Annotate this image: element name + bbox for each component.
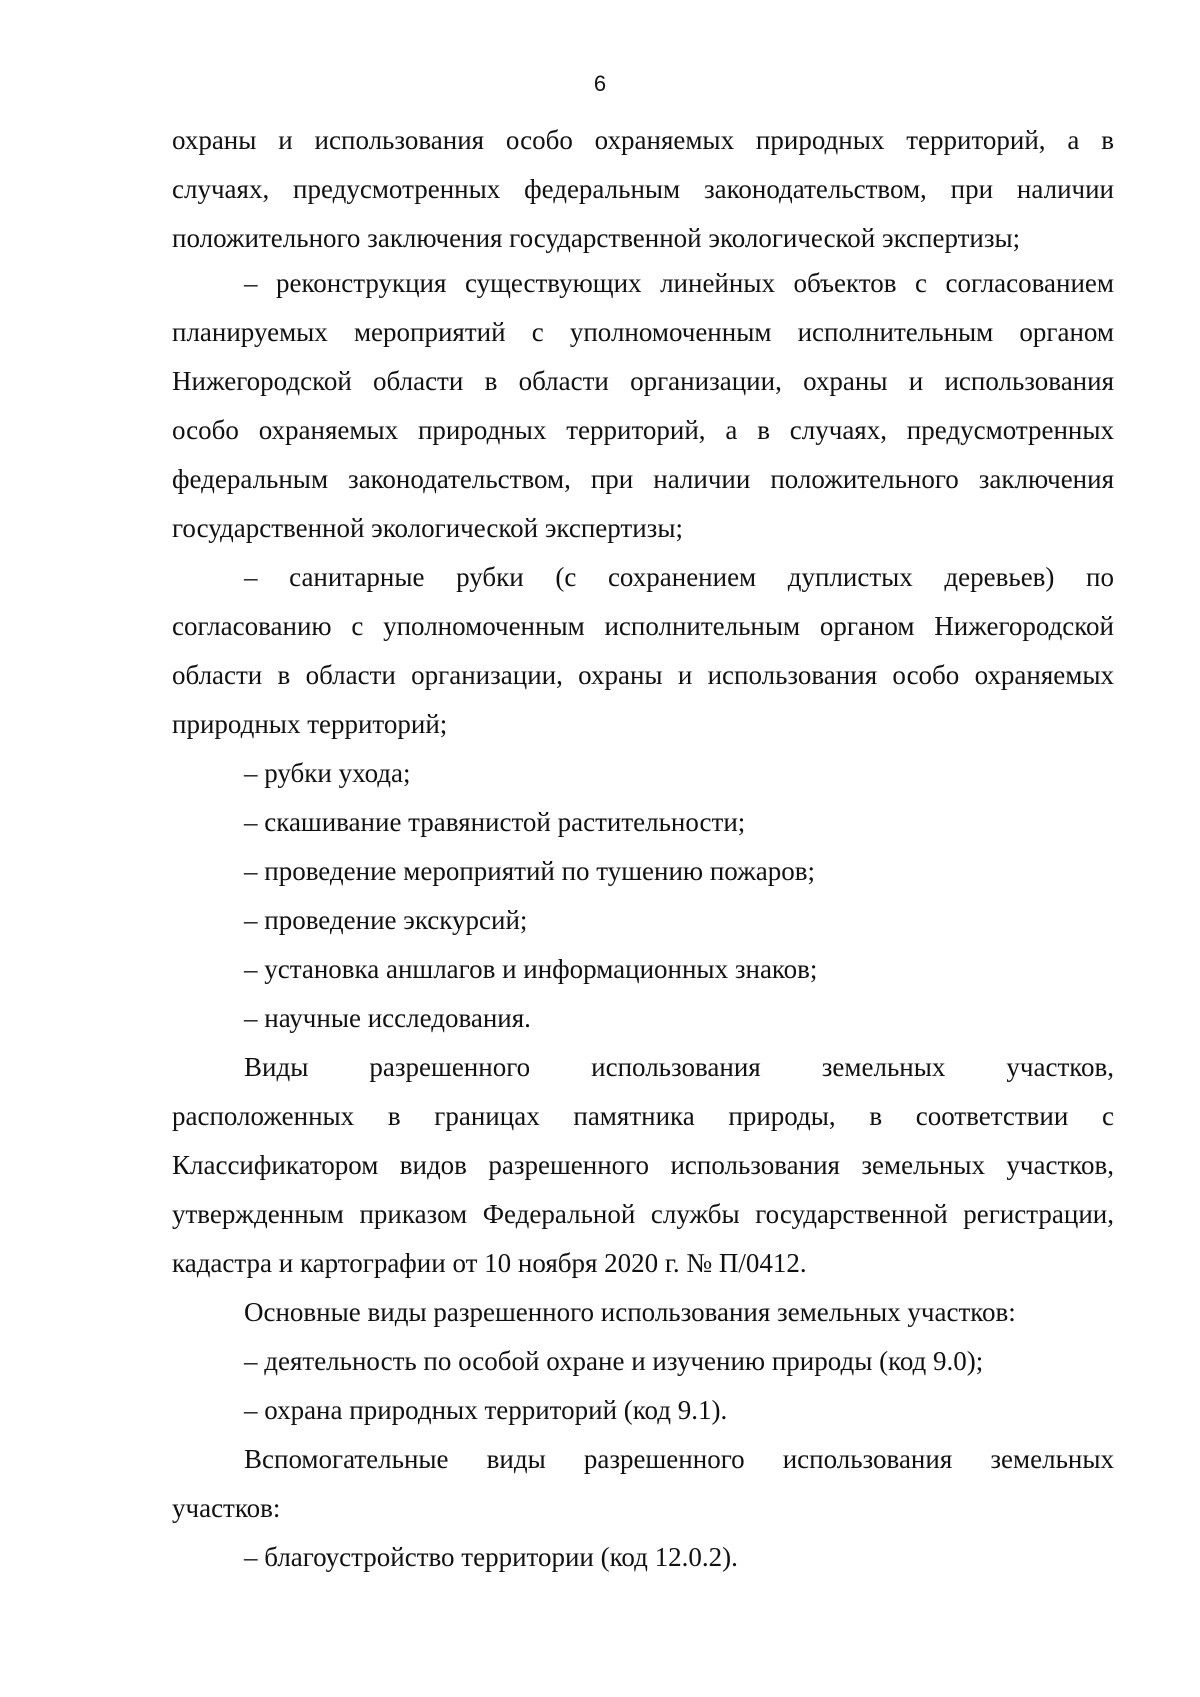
paragraph-line: области в области организации, охраны и использования особо охраняемых [172, 660, 1114, 690]
section-heading: Основные виды разрешенного использования земельных участков: [244, 1297, 1016, 1327]
paragraph-line: положительного заключения государственной экологической экспертизы; [172, 223, 1021, 253]
page-number: 6 [593, 71, 607, 96]
paragraph-line: Классификатором видов разрешенного использования земельных участков, [172, 1150, 1114, 1180]
paragraph-line: особо охраняемых природных территорий, а в случаях, предусмотренных [172, 415, 1114, 445]
paragraph-line: Виды разрешенного использования земельных участков, [244, 1052, 1114, 1082]
paragraph-line: расположенных в границах памятника природы, в соответствии с [172, 1101, 1114, 1131]
paragraph-line: федеральным законодательством, при наличии положительного заключения [172, 464, 1114, 494]
list-item: – установка аншлагов и информационных знаков; [244, 954, 818, 984]
paragraph-line: природных территорий; [172, 709, 448, 739]
list-item: – охрана природных территорий (код 9.1). [244, 1395, 728, 1425]
list-item: – научные исследования. [244, 1003, 531, 1033]
paragraph-line: Нижегородской области в области организации, охраны и использования [172, 366, 1114, 396]
list-item: – проведение мероприятий по тушению пожаров; [244, 856, 816, 886]
paragraph-line: – санитарные рубки (с сохранением дуплистых деревьев) по [244, 562, 1114, 592]
paragraph-line: охраны и использования особо охраняемых природных территорий, а в [172, 125, 1114, 155]
list-item: – благоустройство территории (код 12.0.2). [244, 1542, 738, 1572]
paragraph-line: кадастра и картографии от 10 ноября 2020 г. № П/0412. [172, 1248, 807, 1278]
paragraph-line: утвержденным приказом Федеральной службы государственной регистрации, [172, 1199, 1114, 1229]
paragraph-line: планируемых мероприятий с уполномоченным исполнительным органом [172, 317, 1114, 347]
paragraph-line: участков: [172, 1493, 281, 1523]
paragraph-line: Вспомогательные виды разрешенного использования земельных [244, 1444, 1114, 1474]
list-item: – рубки ухода; [244, 758, 411, 788]
paragraph-line: случаях, предусмотренных федеральным законодательством, при наличии [172, 174, 1114, 204]
paragraph-line: государственной экологической экспертизы; [172, 513, 683, 543]
list-item: – проведение экскурсий; [244, 905, 528, 935]
paragraph-line: – реконструкция существующих линейных объектов с согласованием [244, 268, 1114, 298]
list-item: – деятельность по особой охране и изучению природы (код 9.0); [244, 1346, 984, 1376]
document-body [172, 116, 1114, 1582]
list-item: – скашивание травянистой растительности; [244, 807, 746, 837]
paragraph-line: согласованию с уполномоченным исполнительным органом Нижегородской [172, 611, 1114, 641]
